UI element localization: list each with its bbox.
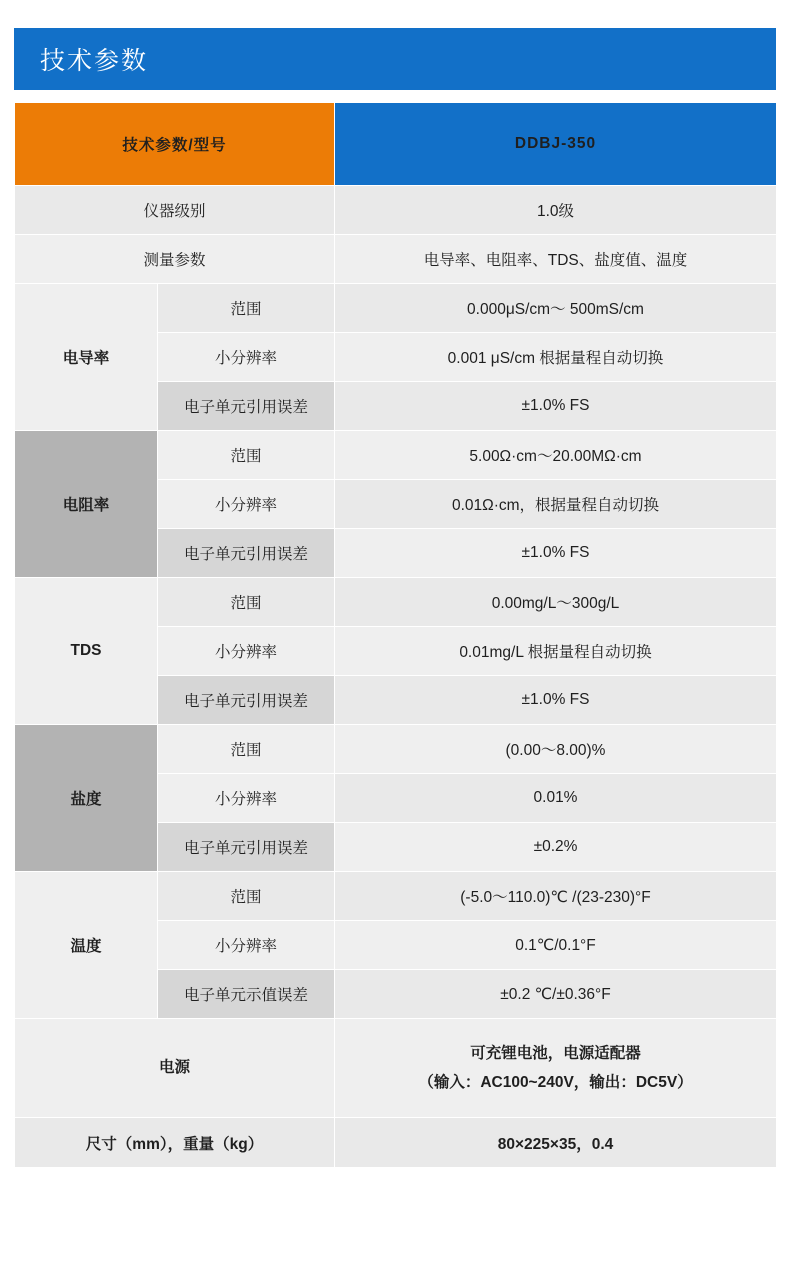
table-row: [15, 725, 777, 774]
value-tds-error: ±1.0% FS: [335, 676, 777, 725]
power-line-1: 可充锂电池，电源适配器: [470, 1044, 641, 1062]
sub-label-error: 电子单元引用误差: [158, 676, 335, 725]
value-resistivity-range: 5.00Ω·cm～20.00MΩ·cm: [335, 431, 777, 480]
sub-label-error: 电子单元引用误差: [158, 823, 335, 872]
value-salinity-range: (0.00～8.00)%: [335, 725, 777, 774]
sub-label-display-error: 电子单元示值误差: [158, 970, 335, 1019]
header-parameter-model: 技术参数/型号: [15, 103, 335, 186]
group-label-tds: TDS: [15, 578, 158, 725]
sub-label-resolution: 小分辨率: [158, 774, 335, 823]
table-row: [15, 431, 777, 480]
sub-label-error: 电子单元引用误差: [158, 382, 335, 431]
value-temperature-range: (-5.0～110.0)℃ /(23-230)°F: [335, 872, 777, 921]
power-line-2: （输入：AC100~240V，输出：DC5V）: [418, 1074, 693, 1091]
sub-label-resolution: 小分辨率: [158, 480, 335, 529]
table-row: [15, 186, 777, 235]
header-model-value: DDBJ-350: [335, 103, 777, 186]
sub-label-range: 范围: [158, 284, 335, 333]
group-label-salinity: 盐度: [15, 725, 158, 872]
value-tds-resolution: 0.01mg/L 根据量程自动切换: [335, 627, 777, 676]
group-label-temperature: 温度: [15, 872, 158, 1019]
value-conductivity-range: 0.000μS/cm～ 500mS/cm: [335, 284, 777, 333]
sub-label-range: 范围: [158, 725, 335, 774]
table-row: [15, 284, 777, 333]
sub-label-range: 范围: [158, 578, 335, 627]
table-header-row: [15, 103, 777, 186]
sub-label-range: 范围: [158, 872, 335, 921]
sub-label-range: 范围: [158, 431, 335, 480]
row-value-measure-params: 电导率、电阻率、TDS、盐度值、温度: [335, 235, 777, 284]
row-label-dimension: 尺寸（mm），重量（kg）: [15, 1118, 335, 1168]
row-value-dimension: 80×225×35，0.4: [335, 1118, 777, 1168]
row-label-measure-params: 测量参数: [15, 235, 335, 284]
group-label-conductivity: 电导率: [15, 284, 158, 431]
value-conductivity-error: ±1.0% FS: [335, 382, 777, 431]
row-label-instrument-grade: 仪器级别: [15, 186, 335, 235]
row-label-power: 电源: [15, 1019, 335, 1118]
table-row: [15, 872, 777, 921]
sub-label-resolution: 小分辨率: [158, 333, 335, 382]
value-temperature-resolution: 0.1℃/0.1°F: [335, 921, 777, 970]
table-row: [15, 235, 777, 284]
table-row: [15, 1118, 777, 1168]
value-salinity-error: ±0.2%: [335, 823, 777, 872]
page-title: 技术参数: [40, 47, 149, 75]
row-value-instrument-grade: 1.0级: [335, 186, 777, 235]
group-label-resistivity: 电阻率: [15, 431, 158, 578]
table-row: [15, 578, 777, 627]
value-conductivity-resolution: 0.001 μS/cm 根据量程自动切换: [335, 333, 777, 382]
value-temperature-error: ±0.2 ℃/±0.36°F: [335, 970, 777, 1019]
table-row: [15, 1019, 777, 1118]
sub-label-resolution: 小分辨率: [158, 921, 335, 970]
sub-label-error: 电子单元引用误差: [158, 529, 335, 578]
page-banner: [14, 28, 776, 90]
row-value-power: [335, 1019, 777, 1118]
value-tds-range: 0.00mg/L～300g/L: [335, 578, 777, 627]
value-resistivity-error: ±1.0% FS: [335, 529, 777, 578]
value-salinity-resolution: 0.01%: [335, 774, 777, 823]
specifications-table: [14, 102, 777, 1168]
sub-label-resolution: 小分辨率: [158, 627, 335, 676]
value-resistivity-resolution: 0.01Ω·cm，根据量程自动切换: [335, 480, 777, 529]
